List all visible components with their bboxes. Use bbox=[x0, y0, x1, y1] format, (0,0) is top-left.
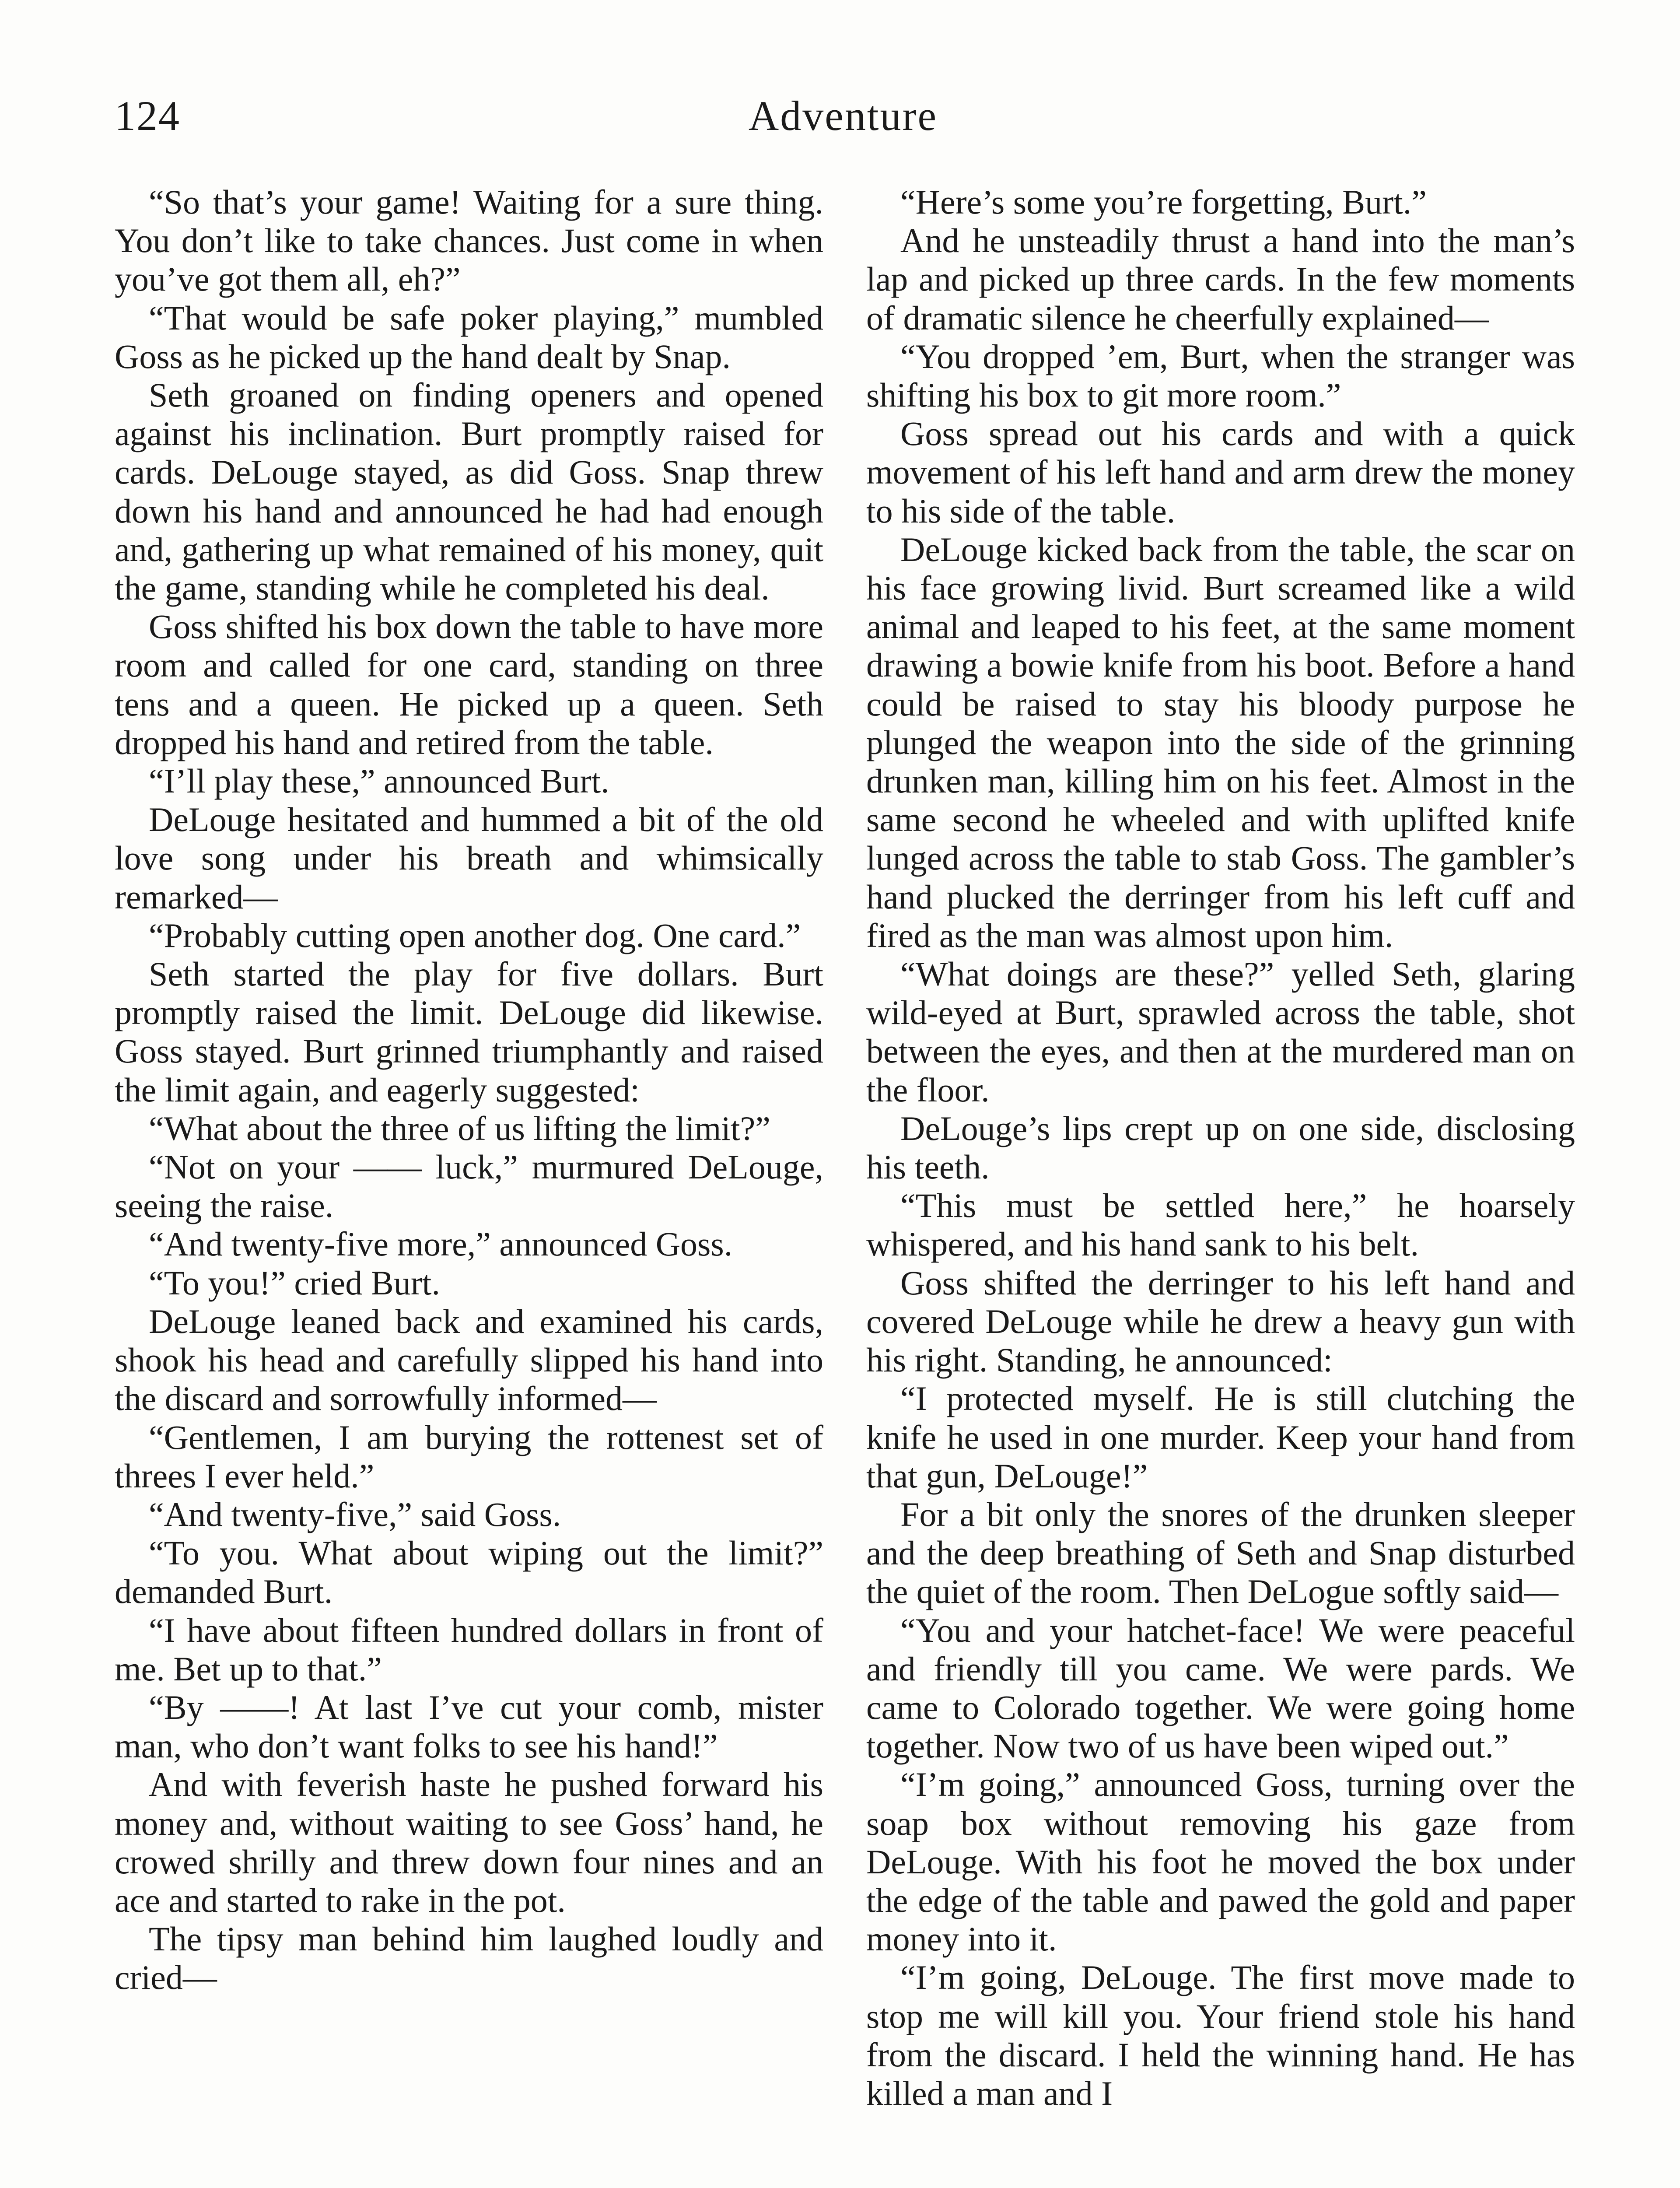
running-head: Adventure bbox=[748, 92, 938, 139]
paragraph: “That would be safe poker playing,” mumbled Goss as he picked up the hand dealt by Snap. bbox=[115, 298, 823, 375]
paragraph: “You dropped ’em, Burt, when the stranger was shifting his box to git more room.” bbox=[866, 337, 1575, 414]
paragraph: Goss shifted his box down the table to have more room and called for one card, standing on three tens and a queen. He picked up a queen. Seth dropped his hand and retired from the table. bbox=[115, 607, 823, 761]
paragraph: DeLouge’s lips crept up on one side, disclosing his teeth. bbox=[866, 1109, 1575, 1186]
paragraph: “So that’s your game! Waiting for a sure thing. You don’t like to take chances. Just come in when you’ve got them all, eh?” bbox=[115, 183, 823, 298]
paragraph: Seth groaned on finding openers and opened against his inclination. Burt promptly raised for cards. DeLouge stayed, as did Goss. Snap threw down his hand and announced he had had enough and, gathering up what remained of his money, quit the game, standing while he completed his deal. bbox=[115, 376, 823, 607]
paragraph: “Not on your —— luck,” murmured DeLouge, seeing the raise. bbox=[115, 1148, 823, 1225]
paragraph: “I’m going, DeLouge. The first move made to stop me will kill you. Your friend stole his hand from the discard. I held the winning hand. He has killed a man and I bbox=[866, 1958, 1575, 2112]
paragraph: For a bit only the snores of the drunken sleeper and the deep breathing of Seth and Snap disturbed the quiet of the room. Then DeLogue softly said— bbox=[866, 1495, 1575, 1611]
paragraph: “And twenty-five,” said Goss. bbox=[149, 1495, 561, 1533]
left-column bbox=[115, 183, 823, 1997]
paragraph: “Gentlemen, I am burying the rottenest set of threes I ever held.” bbox=[115, 1418, 823, 1495]
paragraph: “What doings are these?” yelled Seth, glaring wild-eyed at Burt, sprawled across the table, shot between the eyes, and then at the murdered man on the floor. bbox=[866, 955, 1575, 1109]
paragraph: “What about the three of us lifting the limit?” bbox=[149, 1109, 770, 1147]
paragraph: “I protected myself. He is still clutching the knife he used in one murder. Keep your hand from that gun, DeLouge!” bbox=[866, 1379, 1575, 1495]
page-number: 124 bbox=[115, 92, 180, 139]
paragraph: “I have about fifteen hundred dollars in front of me. Bet up to that.” bbox=[115, 1611, 823, 1688]
paragraph: “By ——! At last I’ve cut your comb, mister man, who don’t want folks to see his hand!” bbox=[115, 1688, 823, 1765]
paragraph: Seth started the play for five dollars. Burt promptly raised the limit. DeLouge did likewise. Goss stayed. Burt grinned triumphantly and raised the limit again, and eagerly suggested: bbox=[115, 955, 823, 1109]
paragraph: “I’ll play these,” announced Burt. bbox=[149, 762, 609, 800]
paragraph: Goss shifted the derringer to his left hand and covered DeLouge while he drew a heavy gun with his right. Standing, he announced: bbox=[866, 1263, 1575, 1379]
paragraph: DeLouge leaned back and examined his cards, shook his head and carefully slipped his hand into the discard and sorrowfully informed— bbox=[115, 1302, 823, 1418]
page-header bbox=[115, 83, 1572, 149]
paragraph: The tipsy man behind him laughed loudly and cried— bbox=[115, 1920, 823, 1997]
paragraph: “Here’s some you’re forgetting, Burt.” bbox=[900, 183, 1427, 221]
paragraph: And with feverish haste he pushed forward his money and, without waiting to see Goss’ hand, he crowed shrilly and threw down four nines and an ace and started to rake in the pot. bbox=[115, 1765, 823, 1919]
paragraph: And he unsteadily thrust a hand into the man’s lap and picked up three cards. In the few moments of dramatic silence he cheerfully explained— bbox=[866, 221, 1575, 337]
paragraph: “To you. What about wiping out the limit?” demanded Burt. bbox=[115, 1534, 823, 1611]
paragraph: “This must be settled here,” he hoarsely whispered, and his hand sank to his belt. bbox=[866, 1186, 1575, 1263]
paragraph: “You and your hatchet-face! We were peaceful and friendly till you came. We were pards. We came to Colorado together. We were going home together. Now two of us have been wiped out.” bbox=[866, 1611, 1575, 1765]
paragraph: “Probably cutting open another dog. One card.” bbox=[149, 916, 801, 954]
paragraph: Goss spread out his cards and with a quick movement of his left hand and arm drew the money to his side of the table. bbox=[866, 414, 1575, 530]
paragraph: DeLouge hesitated and hummed a bit of the old love song under his breath and whimsically remarked— bbox=[115, 800, 823, 916]
paragraph: “To you!” cried Burt. bbox=[149, 1263, 440, 1302]
right-column bbox=[866, 183, 1575, 2113]
paragraph: DeLouge kicked back from the table, the scar on his face growing livid. Burt screamed like a wild animal and leaped to his feet, at the same moment drawing a bowie knife from his boot. Before a hand could be raised to stay his bloody purpose he plunged the weapon into the side of the grinning drunken man, killing him on his feet. Almost in the same second he wheeled and with uplifted knife lunged across the table to stab Goss. The gambler’s hand plucked the derringer from his left cuff and fired as the man was almost upon him. bbox=[866, 530, 1575, 954]
paragraph: “I’m going,” announced Goss, turning over the soap box without removing his gaze from DeLouge. With his foot he moved the box under the edge of the table and pawed the gold and paper money into it. bbox=[866, 1765, 1575, 1958]
paragraph: “And twenty-five more,” announced Goss. bbox=[149, 1225, 733, 1263]
